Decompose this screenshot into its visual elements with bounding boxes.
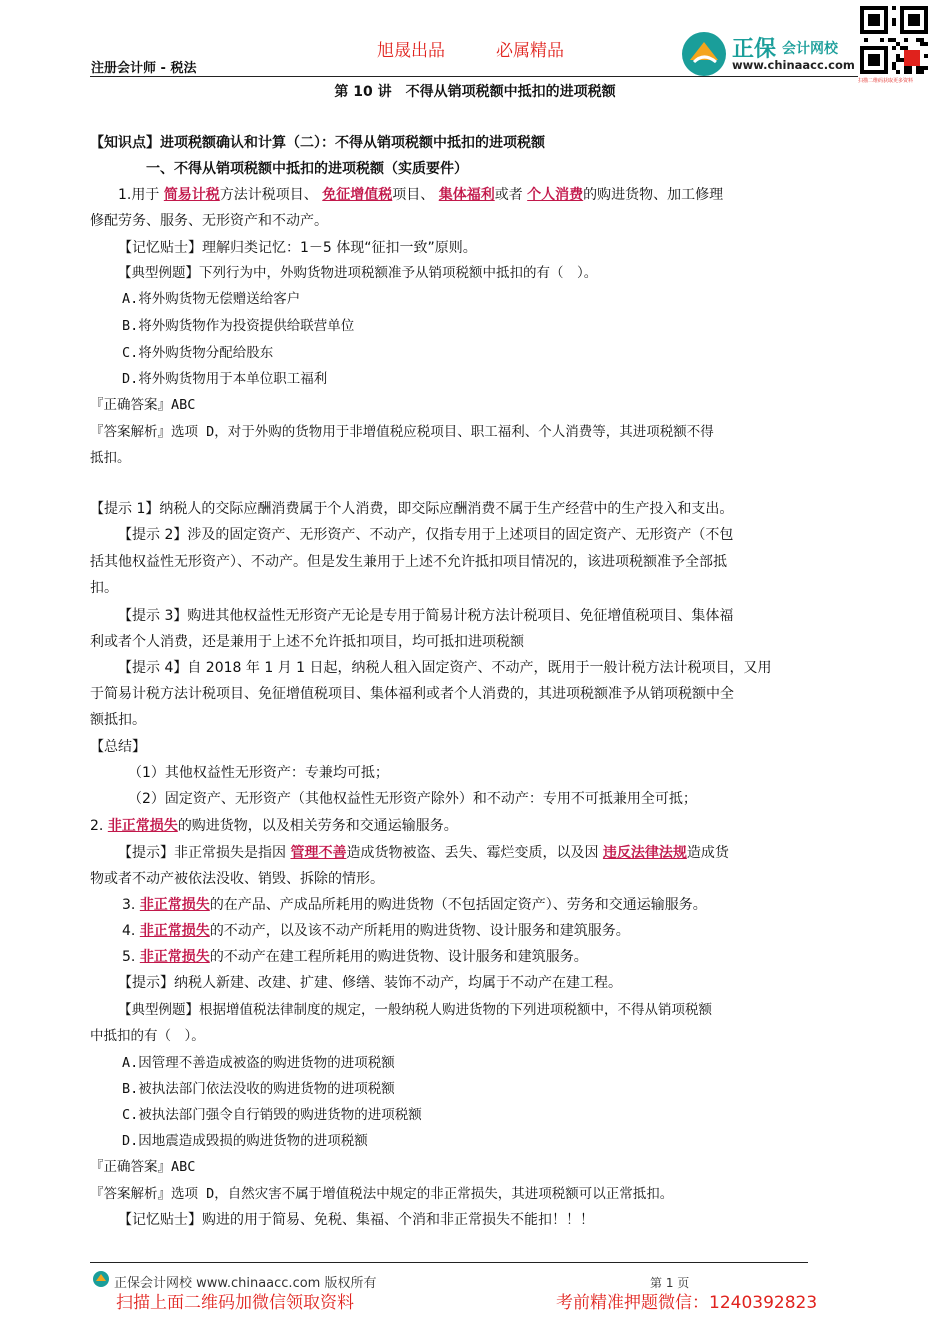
example-2-analysis: 『答案解析』选项 D，自然灾害不属于增值税法中规定的非正常损失，其进项税额可以正常抵扣。 — [90, 1186, 674, 1202]
example-1-analysis: 『答案解析』选项 D，对于外购的货物用于非增值税应税项目、职工福利、个人消费等，其进项税额不得 — [90, 424, 714, 440]
summary-heading: 【总结】 — [90, 739, 146, 755]
qr-code-icon — [860, 6, 928, 74]
logo-url[interactable]: www.chinaacc.com — [732, 58, 855, 72]
tip-2: 【提示 2】涉及的固定资产、无形资产、不动产，仅指专用于上述项目的固定资产、无形资产（不包 — [118, 527, 734, 543]
example-1-option-a: A.将外购货物无偿赠送给客户 — [122, 291, 301, 307]
summary-item-2: （2）固定资产、无形资产（其他权益性无形资产除外）和不动产：专用不可抵兼用全可抵； — [128, 791, 697, 807]
example-1-option-c: C.将外购货物分配给股东 — [122, 345, 274, 361]
logo-mark-icon — [680, 30, 728, 78]
example-1-answer: 『正确答案』ABC — [90, 397, 196, 413]
item-1: 1.用于 简易计税方法计税项目、 免征增值税项目、 集体福利或者 个人消费的购进货物、加工修理 — [118, 187, 724, 203]
logo-school: 会计网校 — [782, 41, 838, 57]
tip-3: 【提示 3】购进其他权益性无形资产无论是专用于简易计税方法计税项目、免征增值税项目、集体福 — [118, 608, 734, 624]
item-2: 2. 非正常损失的购进货物，以及相关劳务和交通运输服务。 — [90, 818, 458, 834]
slogan-right: 必属精品 — [496, 41, 564, 61]
item-4: 4. 非正常损失的不动产，以及该不动产所耗用的购进货物、设计服务和建筑服务。 — [122, 923, 630, 939]
tip-4-line-2: 于简易计税方法计税项目、免征增值税项目、集体福利或者个人消费的，其进项税额准予从销项税额中全 — [90, 686, 734, 702]
knowledge-point-heading: 【知识点】进项税额确认和计算（二）：不得从销项税额中抵扣的进项税额 — [90, 135, 545, 151]
logo-brand: 正保 — [732, 37, 777, 62]
example-2-answer: 『正确答案』ABC — [90, 1159, 196, 1175]
tip-loss: 【提示】非正常损失是指因 管理不善造成货物被盗、丢失、霉烂变质，以及因 违反法律法规造成货 — [118, 845, 729, 861]
tip-4-line-3: 额抵扣。 — [90, 712, 146, 728]
example-2-question: 【典型例题】根据增值税法律制度的规定，一般纳税人购进货物的下列进项税额中，不得从销项税额 — [118, 1002, 712, 1018]
example-2-option-c: C.被执法部门强令自行销毁的购进货物的进项税额 — [122, 1107, 422, 1123]
footer-logo-icon — [92, 1270, 110, 1288]
tip-2-line-3: 扣。 — [90, 580, 118, 596]
slogan-left: 旭晟出品 — [377, 41, 445, 61]
example-2-option-b: B.被执法部门依法没收的购进货物的进项税额 — [122, 1081, 395, 1097]
example-2-option-a: A.因管理不善造成被盗的购进货物的进项税额 — [122, 1055, 395, 1071]
page-title: 第 10 讲 不得从销项税额中抵扣的进项税额 — [334, 84, 616, 100]
memo-tip-2: 【记忆贴士】购进的用于简易、免税、集福、个消和非正常损失不能扣！！！ — [118, 1212, 594, 1228]
item-3: 3. 非正常损失的在产品、产成品所耗用的购进货物（不包括固定资产）、劳务和交通运输服务。 — [122, 897, 707, 913]
tip-3-line-2: 利或者个人消费，还是兼用于上述不允许抵扣项目，均可抵扣进项税额 — [90, 634, 524, 650]
summary-item-1: （1）其他权益性无形资产：专兼均可抵； — [128, 765, 389, 781]
footer-promo-right: 考前精准押题微信：1240392823 — [556, 1293, 818, 1313]
item-1-line-2: 修配劳务、服务、无形资产和不动产。 — [90, 213, 328, 229]
example-1-analysis-line-2: 抵扣。 — [90, 450, 131, 466]
memo-tip-1: 【记忆贴士】理解归类记忆：1－5 体现“征扣一致”原则。 — [118, 240, 477, 256]
tip-construction: 【提示】纳税人新建、改建、扩建、修缮、装饰不动产，均属于不动产在建工程。 — [118, 975, 622, 991]
tip-2-line-2: 括其他权益性无形资产）、不动产。但是发生兼用于上述不允许抵扣项目情况的，该进项税额准予全部抵 — [90, 554, 727, 570]
header-divider — [90, 76, 858, 77]
tip-1: 【提示 1】纳税人的交际应酬消费属于个人消费，即交际应酬消费不属于生产经营中的生产投入和支出。 — [90, 501, 734, 517]
page-number: 第 1 页 — [650, 1276, 690, 1290]
example-1-option-b: B.将外购货物作为投资提供给联营单位 — [122, 318, 355, 334]
footer-copyright: 正保会计网校 www.chinaacc.com 版权所有 — [114, 1276, 377, 1291]
example-1-question: 【典型例题】下列行为中，外购货物进项税额准予从销项税额中抵扣的有（ ）。 — [118, 265, 598, 281]
item-5: 5. 非正常损失的不动产在建工程所耗用的购进货物、设计服务和建筑服务。 — [122, 949, 588, 965]
example-1-option-d: D.将外购货物用于本单位职工福利 — [122, 371, 328, 387]
subject-label: 注册会计师 - 税法 — [91, 61, 197, 76]
example-2-question-line-2: 中抵扣的有（ ）。 — [90, 1028, 205, 1044]
section-heading: 一、不得从销项税额中抵扣的进项税额（实质要件） — [146, 161, 468, 177]
example-2-option-d: D.因地震造成毁损的购进货物的进项税额 — [122, 1133, 368, 1149]
footer-divider — [90, 1262, 808, 1263]
footer-promo-left: 扫描上面二维码加微信领取资料 — [116, 1293, 354, 1313]
qr-caption: 扫描二维码获取更多资料 — [858, 78, 914, 84]
tip-loss-line-2: 物或者不动产被依法没收、销毁、拆除的情形。 — [90, 871, 384, 887]
tip-4: 【提示 4】自 2018 年 1 月 1 日起，纳税人租入固定资产、不动产，既用于一般计税方法计税项目，又用 — [118, 660, 772, 676]
